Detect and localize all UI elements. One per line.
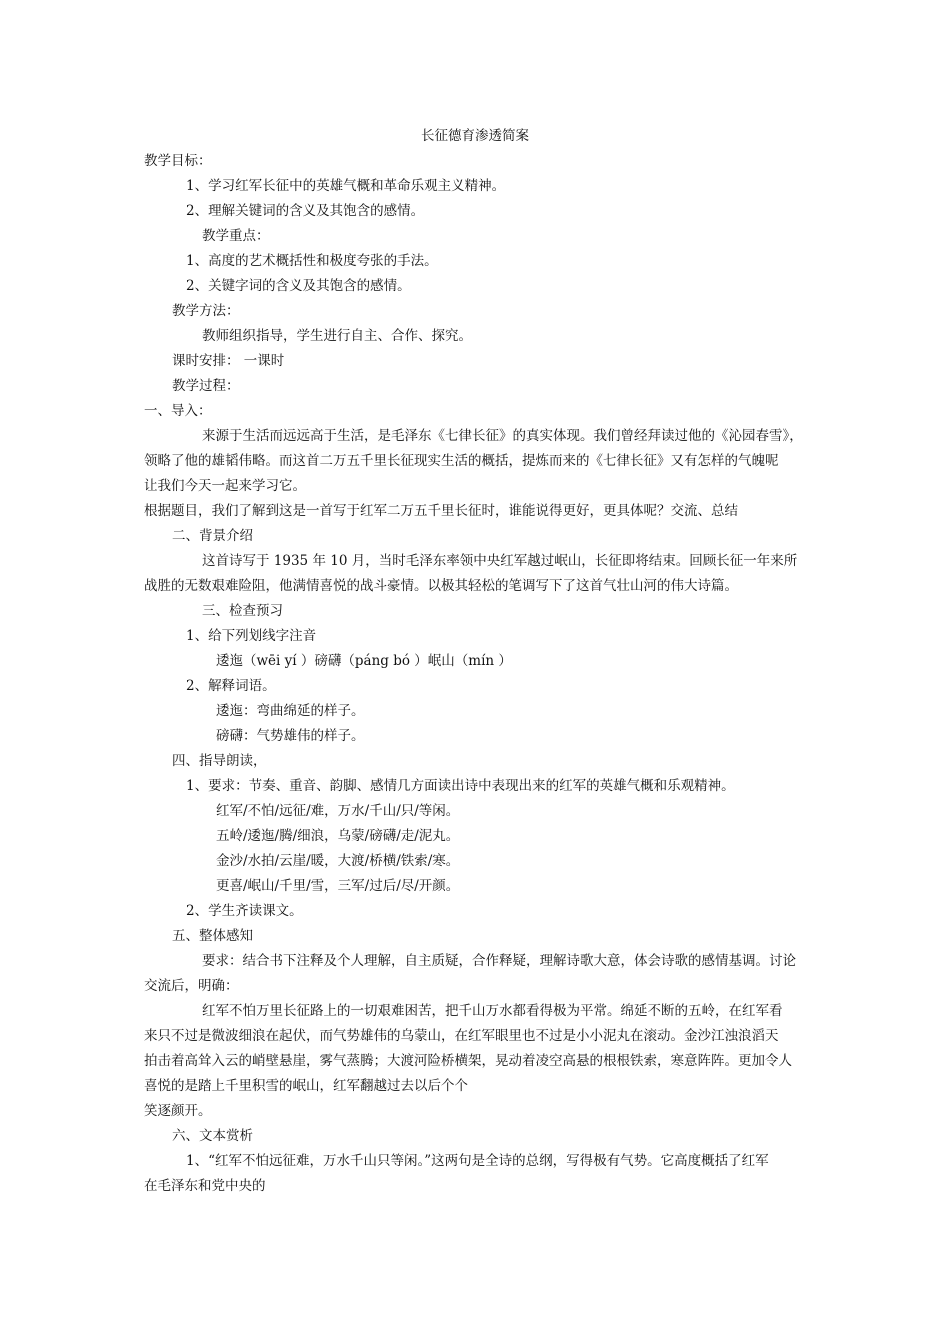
teaching-focus-heading: 教学重点： [202, 228, 270, 244]
section-2-heading: 二、背景介绍 [172, 528, 253, 544]
reading-requirement: 1、要求：节奏、重音、韵脚、感情几方面读出诗中表现出来的红军的英雄气概和乐观精神。 [186, 778, 735, 794]
definition-line: 逶迤：弯曲绵延的样子。 [216, 703, 365, 719]
section-1-heading: 一、导入： [144, 403, 212, 419]
paragraph-line: 在毛泽东和党中央的 [144, 1178, 266, 1194]
paragraph-line: 根据题目，我们了解到这是一首写于红军二万五千里长征时，谁能说得更好，更具体呢？交流、总结 [144, 503, 738, 519]
preview-question-2: 2、解释词语。 [186, 678, 276, 694]
teaching-goals-heading: 教学目标： [144, 153, 212, 169]
preview-question-1: 1、给下列划线字注音 [186, 628, 317, 644]
poem-line: 金沙/水拍/云崖/暖，大渡/桥横/铁索/寒。 [216, 853, 460, 869]
poem-line: 红军/不怕/远征/难，万水/千山/只/等闲。 [216, 803, 460, 819]
paragraph-line: 这首诗写于 1935 年 10 月，当时毛泽东率领中央红军越过岷山，长征即将结束。回顾长征一年来所 [202, 553, 798, 569]
paragraph-line: 领略了他的雄韬伟略。而这首二万五千里长征现实生活的概括，提炼而来的《七律长征》又有怎样的气魄呢 [144, 453, 779, 469]
paragraph-line: 拍击着高耸入云的峭壁悬崖，雾气蒸腾；大渡河险桥横架，晃动着凌空高悬的根根铁索，寒意阵阵。更加令人 [144, 1053, 792, 1069]
paragraph-line: 来源于生活而远远高于生活，是毛泽东《七律长征》的真实体现。我们曾经拜读过他的《沁园春雪》， [202, 428, 803, 444]
paragraph-line: 战胜的无数艰难险阻，他满情喜悦的战斗豪情。以极其轻松的笔调写下了这首气壮山河的伟大诗篇。 [144, 578, 738, 594]
paragraph-line: 让我们今天一起来学习它。 [144, 478, 306, 494]
focus-item-1: 1、高度的艺术概括性和极度夸张的手法。 [186, 253, 438, 269]
section-3-heading: 三、检查预习 [202, 603, 283, 619]
pinyin-line: 逶迤（wēi yí ）磅礴（páng bó ）岷山（mín ） [216, 653, 512, 669]
paragraph-line: 红军不怕万里长征路上的一切艰难困苦，把千山万水都看得极为平常。绵延不断的五岭，在红军看 [202, 1003, 783, 1019]
definition-line: 磅礴：气势雄伟的样子。 [216, 728, 365, 744]
teaching-method-text: 教师组织指导，学生进行自主、合作、探究。 [202, 328, 472, 344]
teaching-process-heading: 教学过程： [172, 378, 240, 394]
focus-item-2: 2、关键字词的含义及其饱含的感情。 [186, 278, 411, 294]
poem-line: 五岭/逶迤/腾/细浪，乌蒙/磅礴/走/泥丸。 [216, 828, 460, 844]
goal-item-1: 1、学习红军长征中的英雄气概和革命乐观主义精神。 [186, 178, 506, 194]
goal-item-2: 2、理解关键词的含义及其饱含的感情。 [186, 203, 425, 219]
paragraph-line: 来只不过是微波细浪在起伏，而气势雄伟的乌蒙山，在红军眼里也不过是小小泥丸在滚动。金沙江浊浪滔天 [144, 1028, 779, 1044]
reading-item-2: 2、学生齐读课文。 [186, 903, 303, 919]
paragraph-line: 笑逐颜开。 [144, 1103, 212, 1119]
document-title: 长征德育渗透简案 [421, 128, 529, 144]
section-5-heading: 五、整体感知 [172, 928, 253, 944]
poem-line: 更喜/岷山/千里/雪，三军/过后/尽/开颜。 [216, 878, 460, 894]
teaching-method-heading: 教学方法： [172, 303, 240, 319]
section-6-heading: 六、文本赏析 [172, 1128, 253, 1144]
paragraph-line: 1、“红军不怕远征难，万水千山只等闲。”这两句是全诗的总纲，写得极有气势。它高度概括了红军 [186, 1153, 769, 1169]
class-hours: 课时安排： 一课时 [172, 353, 285, 369]
paragraph-line: 喜悦的是踏上千里积雪的岷山，红军翻越过去以后个个 [144, 1078, 468, 1094]
paragraph-line: 要求：结合书下注释及个人理解，自主质疑，合作释疑，理解诗歌大意，体会诗歌的感情基调。讨论 [202, 953, 796, 969]
section-4-heading: 四、指导朗读， [172, 753, 267, 769]
paragraph-line: 交流后，明确： [144, 978, 239, 994]
